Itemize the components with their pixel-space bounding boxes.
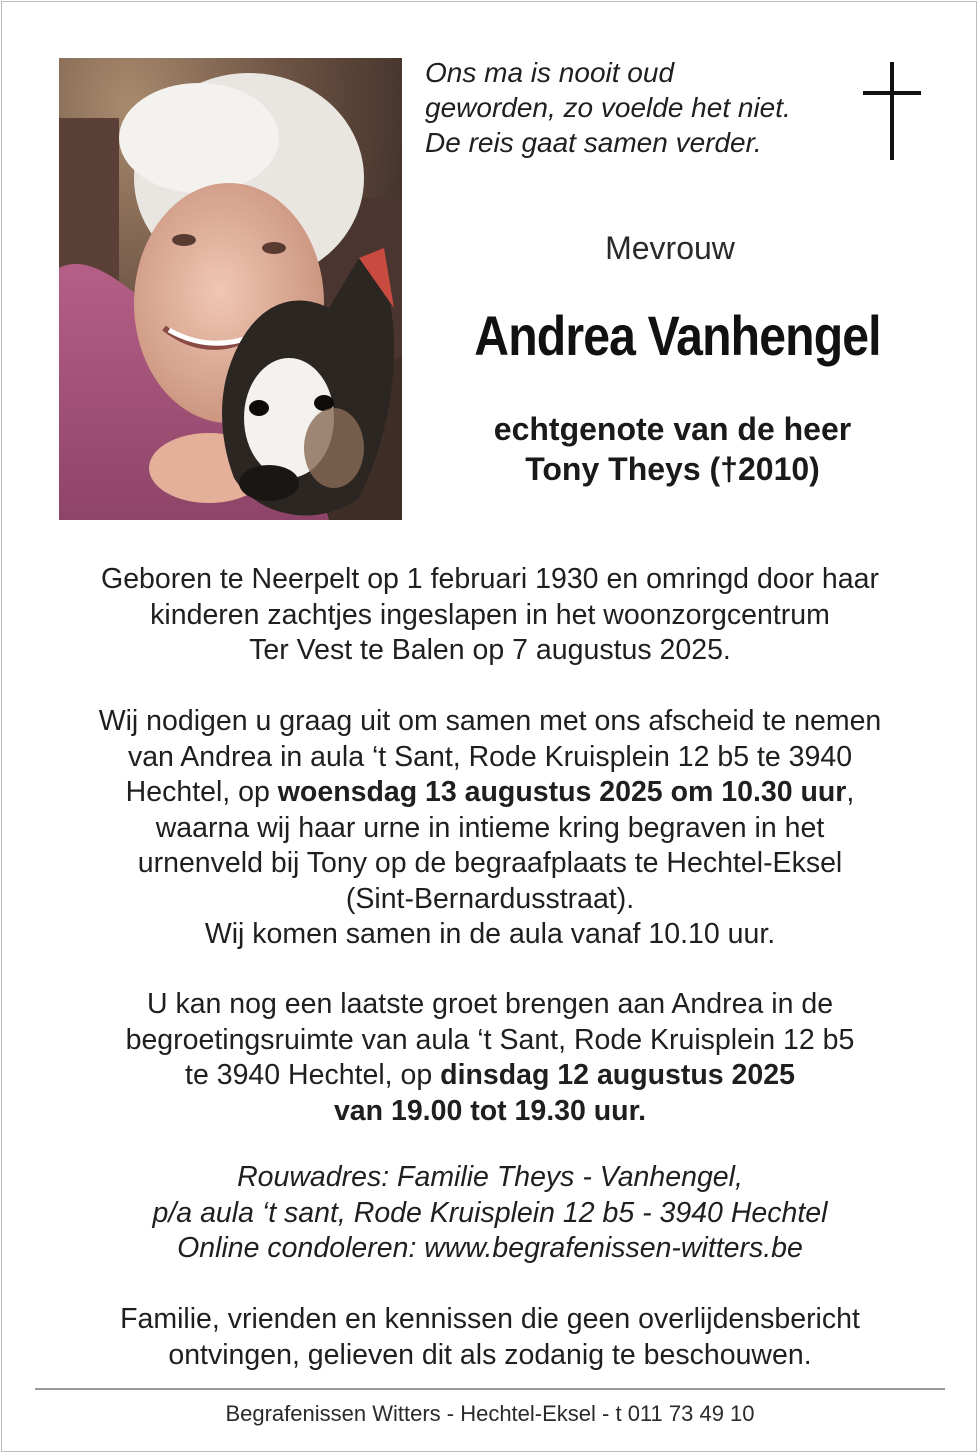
text-span: , <box>846 776 855 808</box>
notice-paragraph <box>40 1302 940 1373</box>
paragraph-line: Familie, vrienden en kennissen die geen overlijdensbericht <box>120 1303 860 1335</box>
visitation-date: dinsdag 12 augustus 2025 <box>440 1059 795 1091</box>
text-span: Hechtel, op <box>125 776 278 808</box>
paragraph-line: van Andrea in aula ‘t Sant, Rode Kruisplein 12 b5 te 3940 <box>127 740 853 773</box>
text-span: te 3940 Hechtel, op <box>185 1059 441 1091</box>
ceremony-date: woensdag 13 augustus 2025 om 10.30 uur <box>277 776 847 808</box>
paragraph-line: waarna wij haar urne in intieme kring begraven in het <box>155 811 825 844</box>
paragraph-line: (Sint-Bernardusstraat). <box>345 882 635 915</box>
visitation-time: van 19.00 tot 19.30 uur. <box>333 1094 647 1127</box>
paragraph-line: U kan nog een laatste groet brengen aan Andrea in de <box>146 988 834 1020</box>
paragraph-line: urnenveld bij Tony op de begraafplaats te Hechtel-Eksel <box>137 847 843 879</box>
contact-line: p/a aula ‘t sant, Rode Kruisplein 12 b5 - 3940 Hechtel <box>152 1196 828 1229</box>
deceased-name: Andrea Vanhengel <box>474 304 881 367</box>
quote-line: De reis gaat samen verder. <box>425 127 762 158</box>
memorial-quote <box>425 55 855 160</box>
footer-divider <box>35 1388 945 1390</box>
contact-line: Online condoleren: www.begrafenissen-witters.be <box>177 1232 803 1264</box>
paragraph-line: Wij komen samen in de aula vanaf 10.10 uur. <box>204 918 776 950</box>
footer-funeral-home: Begrafenissen Witters - Hechtel-Eksel - t 011 73 49 10 <box>225 1401 755 1426</box>
ceremony-paragraph <box>40 704 940 953</box>
visitation-paragraph <box>40 987 940 1129</box>
paragraph-line <box>40 1058 940 1094</box>
portrait-photo-woman-with-dog-icon <box>59 58 402 520</box>
quote-line: Ons ma is nooit oud <box>425 57 675 88</box>
spouse-info <box>420 409 925 489</box>
quote-line: geworden, zo voelde het niet. <box>425 92 791 123</box>
paragraph-line: ontvingen, gelieven dit als zodanig te beschouwen. <box>168 1338 812 1371</box>
paragraph-line: Ter Vest te Balen op 7 augustus 2025. <box>249 634 731 666</box>
honorific: Mevrouw <box>605 230 735 266</box>
cross-icon <box>863 62 923 160</box>
portrait-photo <box>59 58 402 520</box>
spouse-line: Tony Theys (†2010) <box>525 451 820 487</box>
paragraph-line: kinderen zachtjes ingeslapen in het woonzorgcentrum <box>150 598 830 631</box>
spouse-line: echtgenote van de heer <box>493 411 852 447</box>
paragraph-line: Wij nodigen u graag uit om samen met ons afscheid te nemen <box>98 705 882 737</box>
paragraph-line: begroetingsruimte van aula ‘t Sant, Rode Kruisplein 12 b5 <box>125 1023 855 1056</box>
contact-line: Rouwadres: Familie Theys - Vanhengel, <box>237 1161 743 1193</box>
paragraph-line: Geboren te Neerpelt op 1 februari 1930 en omringd door haar <box>101 563 879 595</box>
birth-paragraph <box>40 562 940 669</box>
contact-paragraph <box>40 1160 940 1267</box>
paragraph-line <box>40 775 940 811</box>
